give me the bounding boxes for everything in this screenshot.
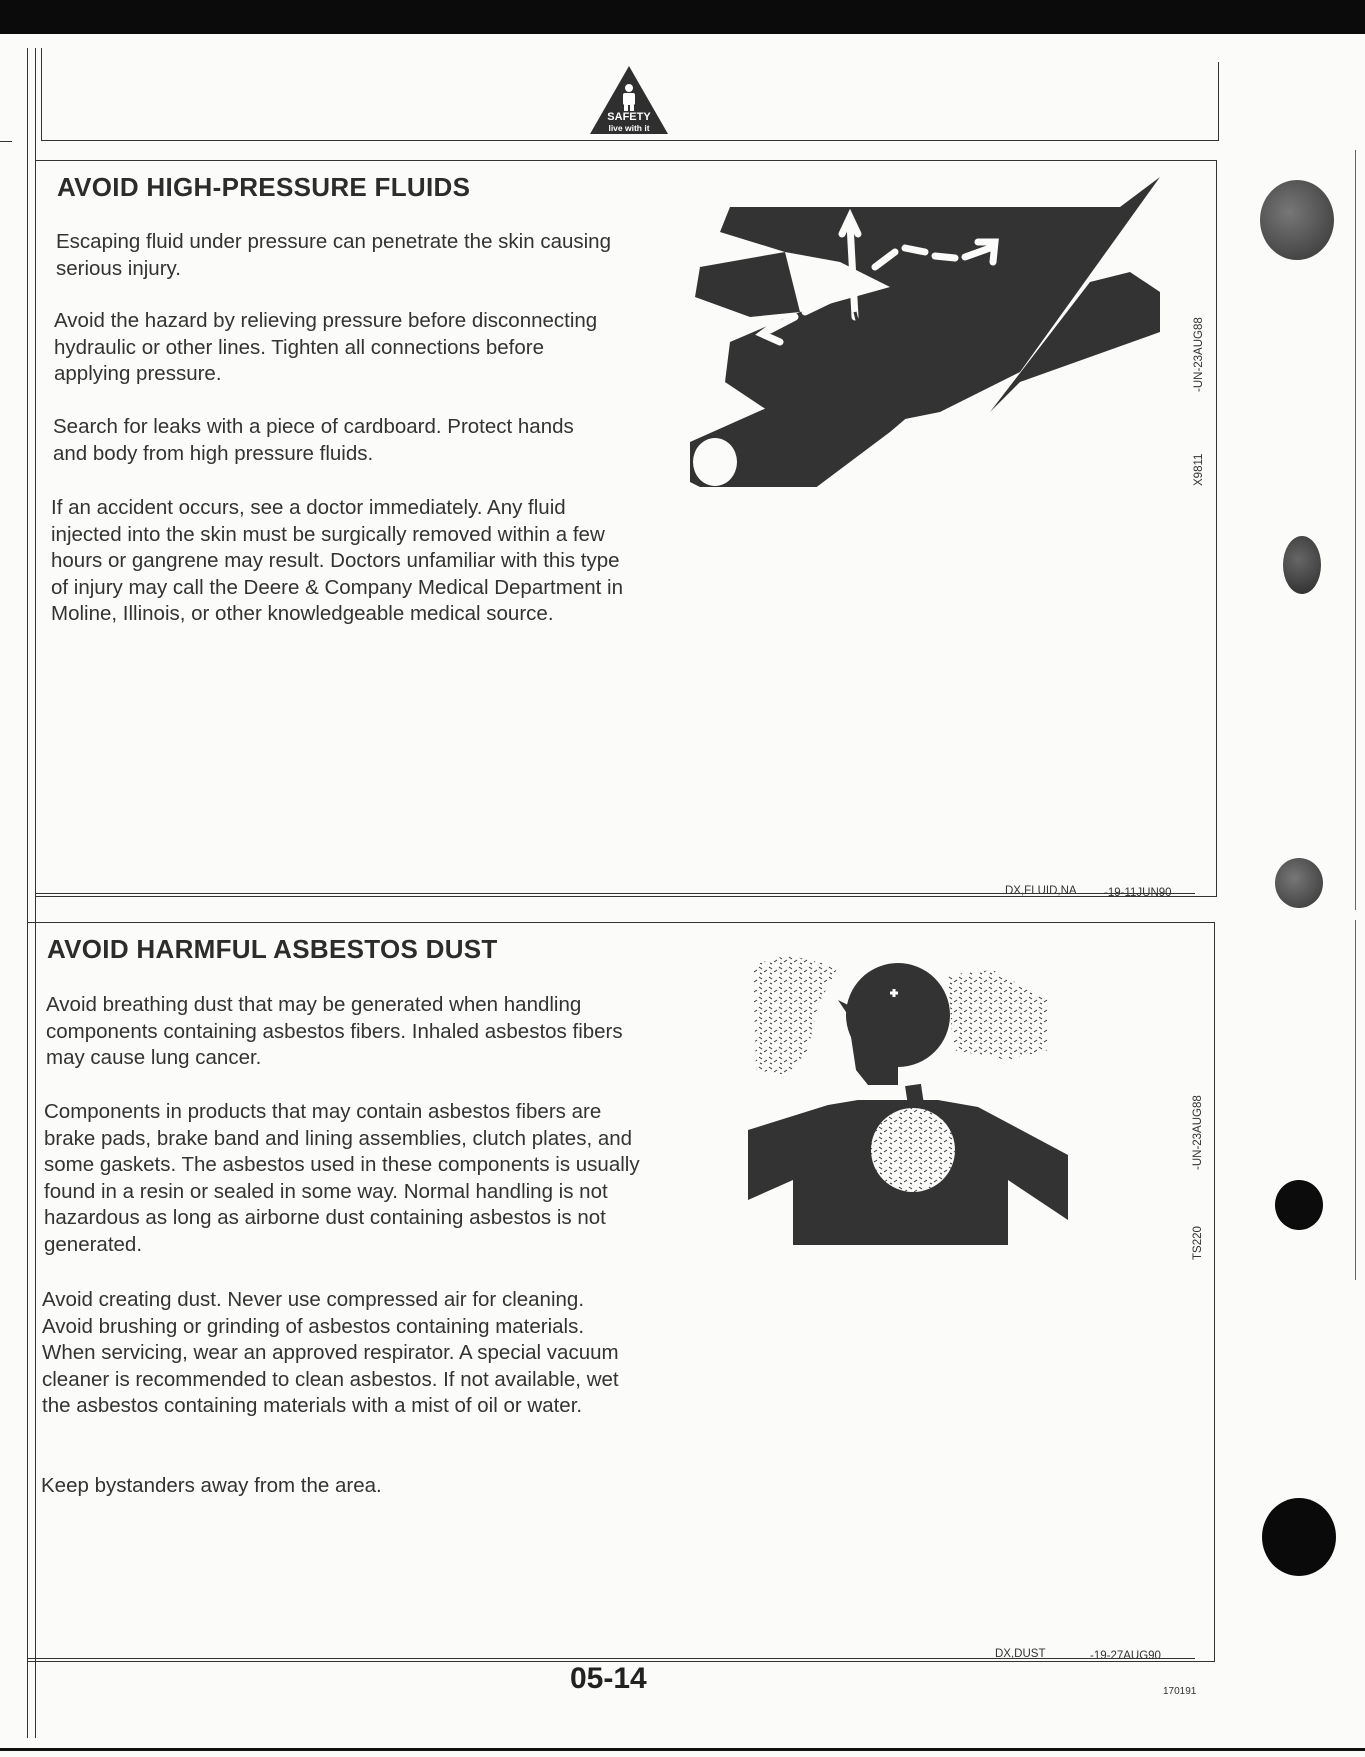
safety-badge-label [606,112,652,134]
high-pressure-fluid-hand-icon [690,172,1170,487]
page-number: 05-14 [570,1662,647,1695]
footer-date: -19-27AUG90 [1090,1650,1161,1662]
binder-hole [1262,1498,1336,1576]
right-margin-line [1355,920,1356,1280]
figure-code: -UN-23AUG88 [1192,1095,1204,1170]
left-tick-mark [0,141,12,142]
safety-badge-line2: live with it [608,123,650,133]
bottom-scan-line [0,1748,1365,1751]
safety-badge-line1: SAFETY [607,111,651,123]
footer-code: DX,DUST [995,1648,1046,1660]
section-paragraph: Avoid breathing dust that may be generated when handling components containing asbestos fibers. Inhaled asbestos fibers may cause lung cancer. [46,993,623,1069]
figure-code: X9811 [1193,453,1205,486]
binder-hole [1275,858,1323,908]
section-paragraph: If an accident occurs, see a doctor immediately. Any fluid injected into the skin must be surgically removed within a few hours or gangrene may result. Doctors unfamiliar with this type of injury may call the Deere & Company Medical Department in Moline, Illinois, or other knowledgeable medical source. [51,496,623,625]
section-title: AVOID HIGH-PRESSURE FLUIDS [57,172,471,202]
footer-code: DX,FLUID,NA [1005,885,1077,897]
right-margin-line [1355,150,1356,910]
asbestos-dust-inhalation-icon [748,955,1088,1255]
figure-code: TS220 [1192,1226,1204,1260]
binder-hole [1260,180,1334,260]
section-paragraph: Components in products that may contain asbestos fibers are brake pads, brake band and lining assemblies, clutch plates, and some gaskets. The asbestos used in these components is usually found in a resin or sealed in some way. Normal handling is not hazardous as long as airborne dust containing asbestos is not generated. [44,1100,640,1256]
footer-date: -19-11JUN90 [1104,887,1172,899]
binder-hole [1275,1180,1323,1230]
top-scan-bar [0,0,1365,34]
figure-code: -UN-23AUG88 [1193,317,1205,392]
section-paragraph: Avoid the hazard by relieving pressure before disconnecting hydraulic or other lines. Tighten all connections before applying pressure. [54,309,598,385]
section-paragraph: Search for leaks with a piece of cardboard. Protect hands and body from high pressure fluids. [53,415,574,465]
serial-number: 170191 [1163,1686,1197,1697]
section-paragraph: Escaping fluid under pressure can penetrate the skin causing serious injury. [56,230,611,280]
section-title: AVOID HARMFUL ASBESTOS DUST [47,934,498,964]
section-paragraph: Avoid creating dust. Never use compressed air for cleaning. Avoid brushing or grinding of asbestos containing materials. When servicing, wear an approved respirator. A special vacuum cleaner is recommended to clean asbestos. If not available, wet the asbestos containing materials with a mist of oil or water. [42,1288,619,1417]
section-paragraph: Keep bystanders away from the area. [41,1474,382,1497]
binder-hole [1283,536,1321,594]
